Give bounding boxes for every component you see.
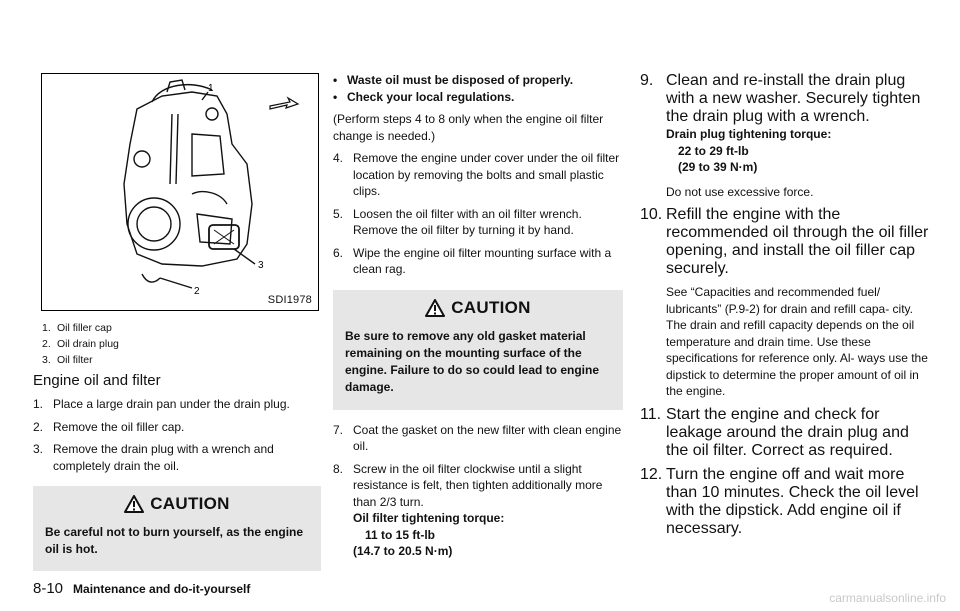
step-item: 7. Coat the gasket on the new filter with clean engine oil. (333, 422, 622, 453)
column-3 (640, 72, 932, 538)
step-item: 12. Turn the engine off and wait more than 10 minutes. Check the oil level with the dipstick. Add engine oil if necessary. (640, 465, 919, 537)
footer-section: Maintenance and do-it-yourself (73, 582, 251, 596)
bullet-item: • Waste oil must be disposed of properly. (333, 73, 574, 87)
page-footer (33, 580, 250, 597)
excessive-force-note: Do not use excessive force. (666, 184, 814, 199)
figure-code: SDI1978 (267, 294, 312, 306)
step-item: 8. Screw in the oil filter clockwise until a slight resistance is felt, then tighten additionally more than 2/3 turn. (333, 461, 603, 509)
caution-heading: CAUTION (45, 494, 309, 514)
step-item: 4. Remove the engine under cover under the oil filter location by removing the bolts and small plastic clips. (333, 151, 620, 198)
section-title: Engine oil and filter (33, 372, 161, 389)
legend-item: 1. Oil filler cap (42, 322, 112, 334)
step-item: 11. Start the engine and check for leakage around the drain plug and the oil filter. Correct as required. (640, 405, 909, 459)
drain-torque-spec: Drain plug tightening torque: 22 to 29 ft-lb (29 to 39 N·m) (666, 127, 832, 174)
caution-box-1 (33, 486, 321, 571)
step-item: 9. Clean and re-install the drain plug with a new washer. Securely tighten the drain plug with a wrench. (640, 72, 921, 125)
perform-note: (Perform steps 4 to 8 only when the engine oil filter change is needed.) (333, 112, 604, 143)
legend-item: 3. Oil filter (42, 354, 93, 366)
figure-legend (42, 320, 119, 368)
warning-icon (425, 299, 445, 317)
caution-text: Be sure to remove any old gasket material remaining on the mounting surface of the engine. Failure to do so could lead to engine damage. (345, 328, 600, 394)
filter-torque-spec: Oil filter tightening torque: 11 to 15 ft-lb (14.7 to 20.5 N·m) (353, 511, 505, 558)
capacity-note: See “Capacities and recommended fuel/ lubricants” (P.9-2) for drain and refill capa- city. The drain and refill capacity depends on the oil temperature and drain time. Use these specifications for reference only. Al- ways use the dipstick to determine the proper amount of oil in the engine. (666, 285, 928, 398)
engine-figure (41, 73, 319, 311)
step-item: 2. Remove the oil filler cap. (33, 419, 185, 434)
callout-2: 2 (194, 286, 200, 297)
callout-3: 3 (258, 260, 264, 271)
step-item: 3. Remove the drain plug with a wrench and completely drain the oil. (33, 442, 274, 473)
legend-item: 2. Oil drain plug (42, 338, 119, 350)
step-item: 10. Refill the engine with the recommended oil through the oil filler opening, and install the oil filler cap securely. (640, 206, 929, 277)
caution-text: Be careful not to burn yourself, as the engine oil is hot. (45, 525, 304, 556)
column-1-steps (33, 396, 321, 571)
page-number: 8-10 (33, 580, 64, 597)
column-2 (333, 72, 623, 560)
step-item: 6. Wipe the engine oil filter mounting surface with a clean rag. (333, 245, 612, 276)
watermark: carmanualsonline.info (829, 591, 946, 605)
caution-box-2 (333, 290, 623, 410)
caution-heading: CAUTION (345, 298, 611, 318)
engine-illustration (42, 74, 318, 310)
bullet-item: • Check your local regulations. (333, 89, 515, 104)
callout-1: 1 (208, 83, 214, 94)
step-item: 5. Loosen the oil filter with an oil filter wrench. Remove the oil filter by turning it by hand. (333, 206, 582, 237)
step-item: 1. Place a large drain pan under the drain plug. (33, 397, 290, 411)
warning-icon (124, 495, 144, 513)
